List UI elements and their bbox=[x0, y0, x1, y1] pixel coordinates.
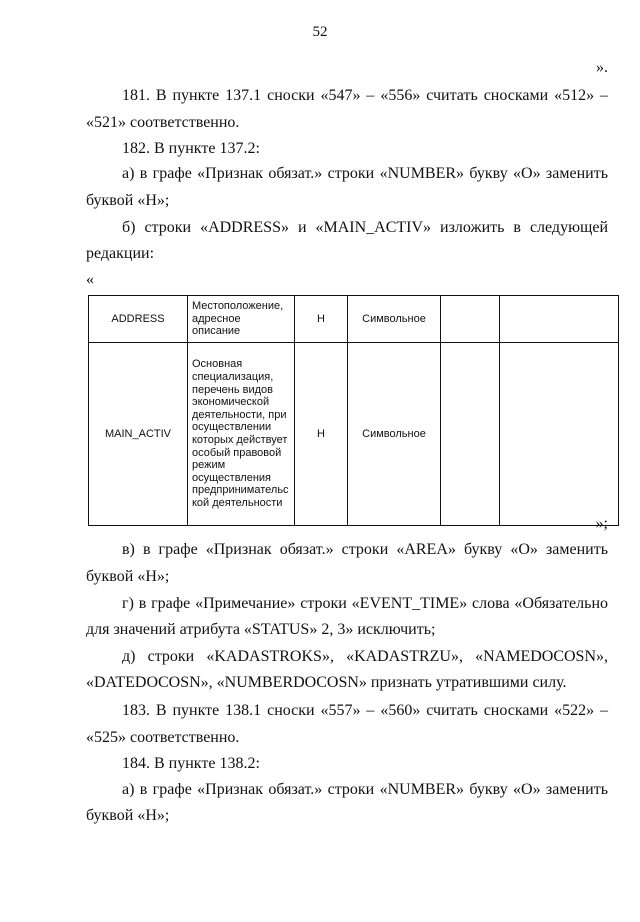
cell-empty bbox=[500, 343, 619, 526]
opening-quote: « bbox=[86, 271, 94, 288]
item-b-line-2: редакции: bbox=[86, 245, 155, 262]
table-row bbox=[89, 343, 619, 526]
para-181-line-1: 181. В пункте 137.1 сноски «547» – «556» считать сносками «512» – bbox=[122, 87, 608, 104]
para-184-heading: 184. В пункте 138.2: bbox=[122, 755, 260, 772]
cell-flag: Н bbox=[295, 296, 348, 343]
closing-quote-line: ». bbox=[596, 59, 608, 76]
cell-type: Символьное bbox=[348, 296, 441, 343]
cell-empty bbox=[441, 296, 500, 343]
item-g-line-1: г) в графе «Примечание» строки «EVENT_TIME» слова «Обязательно bbox=[122, 595, 608, 612]
para-182-heading: 182. В пункте 137.2: bbox=[122, 140, 260, 157]
para-183-line-2: «525» соответственно. bbox=[86, 729, 240, 746]
cell-description: Основная специализация, перечень видов экономической деятельности, при осуществлении которых действует особый правовой режим осуществления предпринимательс кой деятельности bbox=[188, 343, 295, 526]
item-v-line-1: в) в графе «Признак обязат.» строки «AREA» букву «О» заменить bbox=[122, 541, 608, 558]
item-d-line-2: «DATEDOCOSN», «NUMBERDOCOSN» признать утратившими силу. bbox=[86, 674, 567, 691]
attributes-table bbox=[88, 295, 619, 526]
cell-empty bbox=[500, 296, 619, 343]
cell-flag: Н bbox=[295, 343, 348, 526]
cell-code: MAIN_ACTIV bbox=[89, 343, 188, 526]
item-b-line-1: б) строки «ADDRESS» и «MAIN_ACTIV» изложить в следующей bbox=[122, 219, 608, 236]
cell-empty bbox=[441, 343, 500, 526]
item-a-line-2: буквой «Н»; bbox=[86, 192, 170, 209]
item-a2-line-1: а) в графе «Признак обязат.» строки «NUMBER» букву «О» заменить bbox=[122, 781, 608, 798]
cell-description: Местоположение, адресное описание bbox=[188, 296, 295, 343]
item-a-line-1: а) в графе «Признак обязат.» строки «NUMBER» букву «О» заменить bbox=[122, 165, 608, 182]
para-183-line-1: 183. В пункте 138.1 сноски «557» – «560» считать сносками «522» – bbox=[122, 702, 608, 719]
cell-type: Символьное bbox=[348, 343, 441, 526]
cell-code: ADDRESS bbox=[89, 296, 188, 343]
item-v-line-2: буквой «Н»; bbox=[86, 568, 170, 585]
table-closing-quote: »; bbox=[595, 515, 608, 532]
para-181-line-2: «521» соответственно. bbox=[86, 114, 240, 131]
page-number: 52 bbox=[312, 24, 328, 40]
item-a2-line-2: буквой «Н»; bbox=[86, 807, 170, 824]
item-g-line-2: для значений атрибута «STATUS» 2, 3» исключить; bbox=[86, 621, 436, 638]
table-row bbox=[89, 296, 619, 343]
item-d-line-1: д) строки «KADASTROKS», «KADASTRZU», «NAMEDOCOSN», bbox=[122, 648, 608, 665]
